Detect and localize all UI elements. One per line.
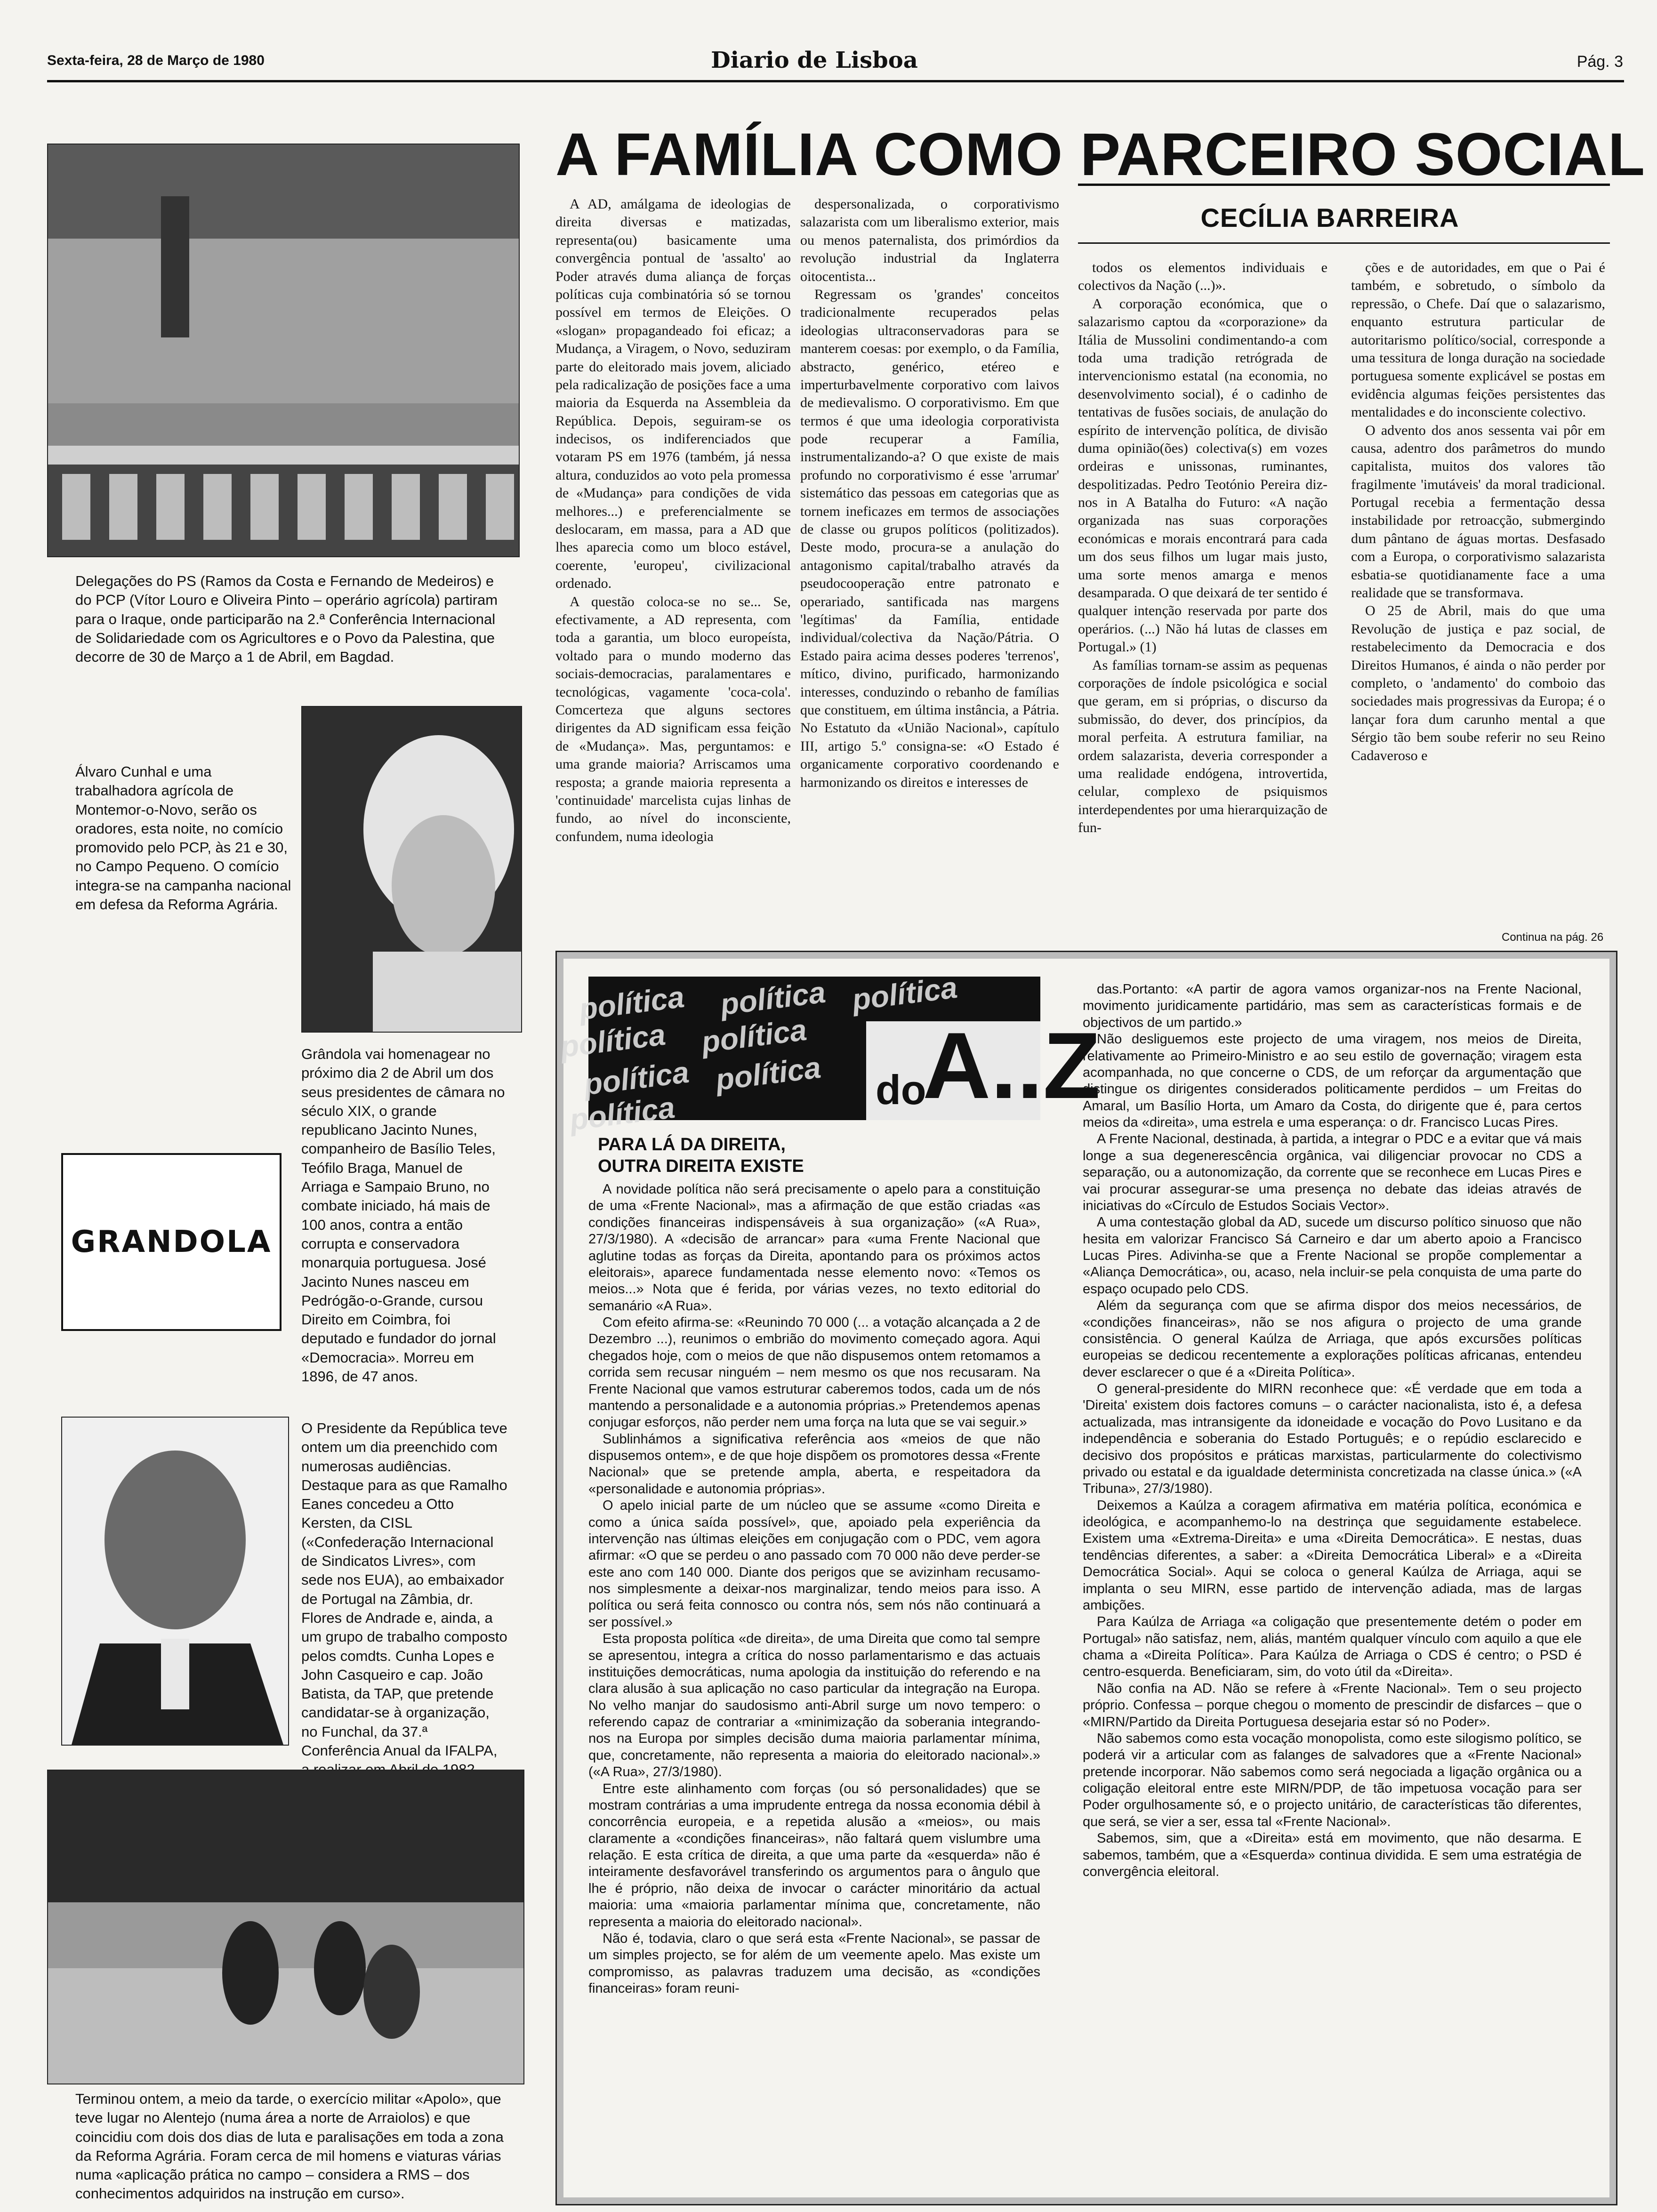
article-column-4 — [1351, 259, 1605, 765]
paragraph: Além da segurança com que se afirma dispor dos meios necessários, de «condições financeiras», não se nos afigura o projecto de uma grande consistência. O general Kaúlza de Arriaga, que após excursões políticas europeias se dedicou recentemente a explorações políticas africanas, entendeu dever esclarecer o que é a «Direita Política». — [1083, 1298, 1582, 1380]
caption-cunhal: Álvaro Cunhal e uma trabalhadora agrícola de Montemor-o-Novo, serão os oradores, esta noite, no comício promovido pelo PCP, às 21 e 30, no Campo Pequeno. O comício integra-se na campanha nacional em defesa da Reforma Agrária. — [75, 763, 291, 913]
newspaper-name: Diario de Lisboa — [711, 47, 918, 73]
banner-word-row: política — [718, 975, 828, 1022]
paragraph: Deixemos a Kaúlza a coragem afirmativa em matéria política, económica e ideológica, e acompanhemo-lo na destrinça que seguidamente estabelece. Existem uma «Extrema-Direita» e uma «Direita Democrática». E nestas, duas tendências diferentes, a saber: a «Direita Democrática Liberal» e a «Direita Democrática Social». Aqui se coloca o general Kaúlza de Arriaga, aqui se implanta o seu MIRN, esse partido de intervenção adiada, mas de largas ambições. — [1083, 1498, 1582, 1613]
paragraph: Com efeito afirma-se: «Reunindo 70 000 (... a votação alcançada a 2 de Dezembro ...), reunimos o embrião do movimento começado agora. Aqui chegados hoje, com o meios de que não dispusemos ontem retomamos a corrida sem recusar ninguém – nem mesmo os que nos recusaram. Na Frente Nacional que vamos estruturar caberemos todos, cada um de nós mantendo a personalidade e a autonomia próprias.» Pretendemos apenas conjugar esforços, não perder nem uma força na luta que se vai seguir.» — [588, 1315, 1040, 1430]
caption-exercicio: Terminou ontem, a meio da tarde, o exercício militar «Apolo», que teve lugar no Alentejo (numa área a norte de Arraiolos) e que coincidiu com dois dos dias de luta e paralisações em toda a zona da Reforma Agrária. Foram cerca de mil homens e viaturas várias numa «aplicação prática no campo – considera a RMS – dos conhecimentos adquiridos na instrução em curso». — [75, 2091, 504, 2202]
az-logo-do: do — [876, 1066, 926, 1113]
banner-word-row: política — [577, 979, 686, 1026]
article-column-1 — [555, 195, 791, 846]
banner-word-row: política — [850, 970, 959, 1017]
paragraph: O general-presidente do MIRN reconhece que: «É verdade que em toda a 'Direita' existem dois factores comuns – o carácter nacionalista, isto é, a defesa actualizada, mas intransigente da idoneidade e vocação do Povo Lusitano e da independência e soberania do Estado Português; e o repúdio esclarecido e decisivo dos propósitos e práticas marxistas, particularmente do colectivismo privado ou estatal e da igualdade determinista concretizada na classe única.» («A Tribuna», 27/3/1980). — [1083, 1381, 1582, 1497]
paragraph: O 25 de Abril, mais do que uma Revolução de justiça e paz social, de restabelecimento da Democracia e dos Direitos Humanos, é ainda o não perder por completo, o 'andamento' do comboio das sociedades mais progressivas da Europa; é o lançar fora dum carunho mental a que Sérgio tão bem soube referir no seu Reino Cadaveroso e — [1351, 603, 1605, 763]
paragraph: A novidade política não será precisamente o apelo para a constituição de uma «Frente Nacional», mas a afirmação de que estão criadas «as condições financeiras indispensáveis à sua organização» («A Rua», 27/3/1980). A «decisão de arrancar» para «uma Frente Nacional que aglutine todas as forças da Direita, apontando para os próximos actos eleitorais», aparece fundamentada nesse elemento novo: «Temos os meios...» Nota que é ferida, por várias vezes, no texto editorial do semanário «A Rua». — [588, 1182, 1040, 1314]
paragraph: A AD, amálgama de ideologias de direita diversas e matizadas, representa(ou) basicamente uma convergência pontual de 'assalto' ao Poder através duma aliança de forças políticas cuja combinatória só se tornou possível em termos de Eleições. O «slogan» propagandeado foi eficaz; a Mudança, a Viragem, o Novo, seduziram parte do eleitorado mais jovem, aliciado pela radicalização de posições face a uma maioria da Esquerda na Assembleia da República. Depois, seguiram-se os indecisos, os indiferenciados que votaram PS em 1976 (também, já nessa altura, conduzidos ao voto pela promessa de «Mudança» para condições de vida melhores...) e preferencialmente se deslocaram, em massa, para a AD que lhes aparecia como um bloco estável, coerente, 'europeu', civilizacional ordenado. — [555, 196, 791, 592]
continued-note: Continua na pág. 26 — [1502, 931, 1604, 944]
article-column-2 — [800, 195, 1059, 792]
banner-word-row: política — [568, 1090, 677, 1137]
paragraph: ções e de autoridades, em que o Pai é também, e sobretudo, o símbolo da repressão, o Chefe. Daí que o salazarismo, enquanto estrutura particular de autoritarismo político/social, corresponde a uma tessitura de longa duração na sociedade portuguesa somente explicável se postas em evidência algumas feições persistentes das mentalidades e do inconsciente colectivo. — [1351, 260, 1605, 420]
article-column-3 — [1078, 259, 1327, 837]
paragraph: todos os elementos individuais e colectivos da Nação (...)». — [1078, 260, 1327, 294]
banner-word-row: política — [714, 1050, 823, 1097]
masthead-rule — [47, 80, 1624, 82]
paragraph: das.Portanto: «A partir de agora vamos organizar-nos na Frente Nacional, movimento juridicamente partidário, mas sem as características formais e de objectivos de um partido.» — [1083, 982, 1582, 1030]
paragraph: Não sabemos como esta vocação monopolista, como este silogismo político, se poderá vir a articular com as falanges de salvadores que a «Frente Nacional» pretende incorporar. Não sabemos como será negociada a ligação orgânica ou a coligação eleitoral entre este MIRN/PDP, de tão impetuosa vocação para ser Poder orgulhosamente só, e o projecto unitário, de características tão diferentes, que será, se vier a ser, essa tal «Frente Nacional». — [1083, 1731, 1582, 1829]
banner-word-row: política — [558, 1017, 668, 1064]
paragraph: Sabemos, sim, que a «Direita» está em movimento, que não desarma. E sabemos, também, que a «Esquerda» continua dividida. E sem uma estratégia de convergência eleitoral. — [1083, 1831, 1582, 1879]
paragraph: Entre este alinhamento com forças (ou só personalidades) que se mostram contrárias a uma imprudente entrega da nossa economia débil à concorrência europeia, e a repetida alusão a «meios», ou mais claramente a «condições financeiras», não faltará quem vislumbre uma relação. E esta crítica de direita, a que uma parte da «esquerda» não é inteiramente desfavorável transferindo os argumentos para o ângulo que lhe é próprio, não deixa de invocar o carácter minoritário da actual maioria: uma «maioria parlamentar mínima que, concretamente, não representa a maioria do eleitorado nacional». — [588, 1781, 1040, 1930]
paragraph: A uma contestação global da AD, sucede um discurso político sinuoso que não hesita em valorizar Francisco Sá Carneiro e dar um aberto apoio a Francisco Lucas Pires. Adivinha-se que a Frente Nacional se propõe complementar a «Aliança Democrática», ou, acaso, nela incluir-se pela conquista de uma parte do espaço ocupado pelo CDS. — [1083, 1215, 1582, 1297]
paragraph: Não confia na AD. Não se refere à «Frente Nacional». Tem o seu projecto próprio. Confessa – porque chegou o momento de prescindir de disfarces – que o «MIRN/Partido da Direita Portuguesa desejaria estar só no Poder». — [1083, 1681, 1582, 1730]
az-title-line-1: PARA LÁ DA DIREITA, — [598, 1135, 786, 1154]
az-section-title — [598, 1134, 1022, 1177]
paragraph: despersonalizada, o corporativismo salazarista com um liberalismo exterior, mais ou menos paternalista, dos primórdios da revolução industrial da Inglaterra oitocentista... — [800, 196, 1059, 284]
banner-word-row: política — [700, 1012, 809, 1059]
paragraph: Regressam os 'grandes' conceitos tradicionalmente recuperados pelas ideologias ultraconservadoras para se manterem coesas: por exemplo, o da Família, abstracto, genérico, etéreo e imperturbavelmente corporativo com laivos de medievalismo. O corporativismo. Em que termos é que uma ideologia corporativista pode recuperar a Família, instrumentalizando-a? O que existe de mais profundo no corporativismo é esse 'arrumar' sistemático das pessoas em categorias que as tornem ineficazes em termos de associações de classe ou grupos políticos (politizados). Deste modo, procura-se a anulação do antagonismo capital/trabalho através da pseudocooperação entre patronato e operariado, santificada nas margens 'legítimas' da Família, entidade individual/colectiva da Nação/Pátria. O Estado paira acima desses poderes 'terrenos', mítico, divino, purificado, harmonizando interesses, conduzindo o rebanho de famílias que constituem, em última instância, a Pátria. No Estatuto da «União Nacional», capítulo III, artigo 5.º consigna-se: «O Estado é organicamente corporativo coordenando e harmonizando os direitos e interesses de — [800, 286, 1059, 790]
article-byline: CECÍLIA BARREIRA — [1200, 203, 1459, 232]
az-title-line-2: OUTRA DIREITA EXISTE — [598, 1156, 804, 1176]
az-column-1 — [588, 1181, 1040, 1997]
issue-date: Sexta-feira, 28 de Março de 1980 — [47, 53, 265, 68]
paragraph: Sublinhámos a significativa referência aos «meios de que não dispusemos ontem», e de que hoje dispõem os promotores dessa «Frente Nacional» que se pretende ampla, aberta, e respeitadora da «personalidade e autonomia próprias». — [588, 1431, 1040, 1497]
headline-rule — [1078, 184, 1610, 186]
paragraph: Não é, todavia, claro o que será esta «Frente Nacional», se passar de um simples projecto, se for além de um veemente apelo. Mas existe um compromisso, as palavras traduzem uma decisão, as «condições financeiras» foram reuni- — [588, 1931, 1040, 1996]
main-headline: A FAMÍLIA COMO PARCEIRO SOCIAL — [555, 121, 1645, 188]
az-column-2 — [1083, 981, 1582, 1880]
paragraph: A questão coloca-se no se... Se, efectivamente, a AD representa, com toda a garantia, um bloco europeísta, voltado para o mundo moderno das sociais-democracias, paralamentares e tecnológicas, vagamente 'coca-cola'. Comcerteza que alguns sectores dirigentes da AD significam essa feição de «Mudança». Mas, perguntamos: e uma grande maioria? Arriscamos uma resposta; a grande maioria representa a 'continuidade' marcelista cujas linhas de fundo, ao nível do inconsciente, confundem, numa ideologia — [555, 593, 791, 844]
page-number: Pág. 3 — [1577, 53, 1623, 71]
caption-delegacoes: Delegações do PS (Ramos da Costa e Fernando de Medeiros) e do PCP (Vítor Louro e Oliveira Pinto – operário agrícola) partiram para o Iraque, onde participarão na 2.ª Conferência Internacional de Solidariedade com os Agricultores e o Povo da Palestina, que decorre de 30 de Março a 1 de Abril, em Bagdad. — [75, 573, 498, 665]
photo-alvaro-cunhal — [301, 706, 522, 1033]
paragraph: O apelo inicial parte de um núcleo que se assume «como Direita e como a única saída possível», que, apoiado pela experiência da intervenção nas últimas eleições em conjugação com o PDC, vem agora afirmar: «O que se perdeu o ano passado com 70 000 não deve perder-se este ano com 140 000. Diante dos perigos que se avizinham recusamo-nos simplesmente a deixar-nos marginalizar, tendo meios para isso. A política ou será feita connosco ou contra nós, sem nós não continuará a ser possível.» — [588, 1498, 1040, 1630]
paragraph: A Frente Nacional, destinada, à partida, a integrar o PDC e a evitar que vá mais longe a sua degenerescência orgânica, vai diligenciar provocar no CDS a separação, ou a autonomização, da corrente que se reconhece em Lucas Pires e vai procurar assegurar-se uma presença no debate das ideias através de iniciativas do «Círculo de Estudos Sociais Vector». — [1083, 1131, 1582, 1213]
banner-word-row: política — [582, 1055, 691, 1102]
photo-city-aqueduct — [47, 144, 520, 557]
grandola-road-sign: GRANDOLA — [61, 1153, 282, 1331]
paragraph: O advento dos anos sessenta vai pôr em causa, adentro dos parâmetros do mundo capitalista, muitos dos valores tão fragilmente 'imutáveis' da moral tradicional. Portugal recebia a fermentação dessa instabilidade por retroacção, submergindo dum pântano de águas mortas. Desfasado com a Europa, o corporativismo salazarista esbatia-se quotidianamente face a uma realidade que se transformava. — [1351, 422, 1605, 601]
caption-grandola: Grândola vai homenagear no próximo dia 2 de Abril um dos seus presidentes de câmara no século XIX, o grande republicano Jacinto Nunes, companheiro de Basílio Teles, Teófilo Braga, Manuel de Arriaga e Sampaio Bruno, no combate iniciado, há mais de 100 anos, contra a então corrupta e conservadora monarquia portuguesa. José Jacinto Nunes nasceu em Pedrógão-o-Grande, cursou Direito em Coimbra, foi deputado e fundador do jornal «Democracia». Morreu em 1896, de 47 anos. — [301, 1046, 505, 1385]
paragraph: A corporação económica, que o salazarismo captou da «corporazione» da Itália de Mussolini condimentando-a com toda uma tradição retrógrada de intervencionismo estatal (na economia, no desenvolvimento social), é o cadinho de tentativas de fusões sociais, de anulação do espírito de intervenção política, de divisão duma opinião(ões) colectiva(s) em vozes ordeiras e unissonas, ruminantes, despolitizadas. Pedro Teotónio Pereira diz-nos in A Batalha do Futuro: «A nação organizada nas suas corporações económicas e morais encontrará para cada um dos seus filhos um lugar mais justo, uma sorte menos amarga e menos desamparada. O que deixará de ter sentido é qualquer intenção reservada por parte dos operários. (...) Não há lutas de classes em Portugal.» (1) — [1078, 296, 1327, 655]
az-logo-letters: A..Z — [923, 1013, 1101, 1118]
paragraph: Não desliguemos este projecto de uma viragem, nos meios de Direita, relativamente ao Primeiro-Ministro e ao seu estilo de governação; viragem esta acompanhada, no que concerne o CDS, de um reforçar da argumentação que distingue os dirigentes considerados politicamente perdidos – um Freitas do Amaral, um Basílio Horta, um Amaro da Costa, do dirigente que é, para certos meios da «direita», uma estrela e uma esperança: o dr. Francisco Lucas Pires. — [1083, 1032, 1582, 1130]
paragraph: Esta proposta política «de direita», de uma Direita que como tal sempre se apresentou, integra a crítica do nosso parlamentarismo e das actuais instituições democráticas, numa apologia da instituição do referendo e na clara alusão à sua aplicação no caso particular da integração na Europa. No velho manjar do saudosismo anti-Abril surge um novo tempero: o referendo capaz de contrariar a «minimização da soberania integrando-nos na Europa por simples decisão duma maioria parlamentar mínima, que, concretamente, não representa a maioria do eleitorado nacional».» («A Rua», 27/3/1980). — [588, 1631, 1040, 1780]
caption-presidente: O Presidente da República teve ontem um dia preenchido com numerosas audiências. Destaque para as que Ramalho Eanes concedeu a Otto Kersten, da CISL («Confederação Internacional de Sindicatos Livres», com sede nos EUA), ao embaixador de Portugal na Zâmbia, dr. Flores de Andrade e, ainda, a um grupo de trabalho composto pelos comdts. Cunha Lopes e John Casqueiro e cap. João Batista, da TAP, que pretende candidatar-se à organização, no Funchal, da 37.ª Conferência Anual da IFALPA, — [301, 1420, 507, 1759]
byline-rule — [1078, 242, 1610, 244]
paragraph: Para Kaúlza de Arriaga «a coligação que presentemente detém o poder em Portugal» não satisfaz, nem, aliás, mantém qualquer vínculo com aquilo a que ele chama a «Direita Política». Para Kaúlza de Arriaga o CDS é centro; o PSD é centro-esquerda. Beneficiaram, sim, do voto útil da «Direita». — [1083, 1614, 1582, 1680]
photo-military-exercise — [47, 1770, 524, 2084]
paragraph: As famílias tornam-se assim as pequenas corporações de índole psicológica e social que geram, em si próprias, o discurso da submissão, do dever, dos princípios, da moral perfeita. A estrutura familiar, na ordem salazarista, deveria corresponder a uma realidade endógena, introvertida, celular, complexo de psiquismos interdependentes por uma hierarquização de fun- — [1078, 657, 1327, 836]
photo-president-audience — [61, 1417, 289, 1746]
